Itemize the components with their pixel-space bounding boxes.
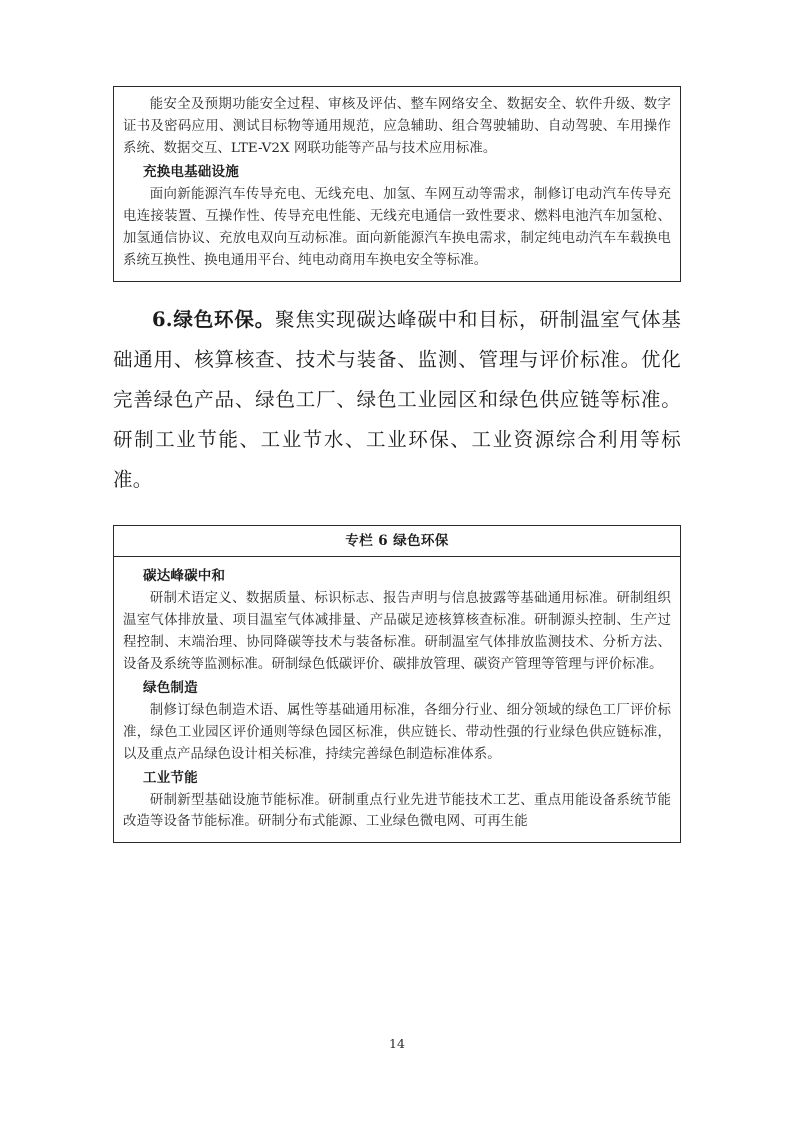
callout-green-subsection-text-industrial-energy-saving: 研制新型基础设施节能标准。研制重点行业先进节能技术工艺、重点用能设备系统节能改造等设备节能标准。研制分布式能源、工业绿色微电网、可再生能 <box>123 792 671 830</box>
page-content-column <box>113 86 681 843</box>
callout-box-green-body <box>114 557 680 842</box>
callout-auto-paragraph-continued: 能安全及预期功能安全过程、审核及评估、整车网络安全、数据安全、软件升级、数字证书及密码应用、测试目标物等通用规范，应急辅助、组合驾驶辅助、自动驾驶、车用操作系统、数据交互、LTE-V2X 网联功能等产品与技术应用标准。 <box>123 97 671 156</box>
callout-auto-subsection-title-charging: 充换电基础设施 <box>143 163 239 180</box>
callout-green-subsection-title-industrial-energy-saving: 工业节能 <box>143 769 198 786</box>
spacer-before-green-box <box>113 501 681 525</box>
section-6-body-text: 聚焦实现碳达峰碳中和目标，研制温室气体基础通用、核算核查、技术与装备、监测、管理与评价标准。优化完善绿色产品、绿色工厂、绿色工业园区和绿色供应链等标准。研制工业节能、工业节水、工业环保、工业资源综合利用等标准。 <box>113 307 681 492</box>
callout-green-subsection-title-green-manufacturing: 绿色制造 <box>143 679 198 696</box>
section-6-paragraph <box>113 300 681 501</box>
section-6-heading: 绿色环保 <box>172 307 255 331</box>
callout-green-subsection-text-carbon-peak: 研制术语定义、数据质量、标识标志、报告声明与信息披露等基础通用标准。研制组织温室气体排放量、项目温室气体减排量、产品碳足迹核算核查标准。研制源头控制、生产过程控制、末端治理、协同降碳等技术与装备标准。研制温室气体排放监测技术、分析方法、设备及系统等监测标准。研制绿色低碳评价、碳排放管理、碳资产管理等管理与评价标准。 <box>123 590 671 672</box>
section-6-heading-punct: 。 <box>254 307 276 331</box>
section-6-block <box>113 300 681 501</box>
callout-green-subsection-text-green-manufacturing: 制修订绿色制造术语、属性等基础通用标准，各细分行业、细分领域的绿色工厂评价标准，绿色工业园区评价通则等绿色园区标准，供应链长、带动性强的行业绿色供应链标准，以及重点产品绿色设计相关标准，持续完善绿色制造标准体系。 <box>123 702 671 762</box>
section-6-number: 6. <box>152 307 173 331</box>
callout-box-auto-continued <box>113 86 681 282</box>
callout-auto-subsection-text-charging: 面向新能源汽车传导充电、无线充电、加氢、车网互动等需求，制修订电动汽车传导充电连接装置、互操作性、传导充电性能、无线充电通信一致性要求、燃料电池汽车加氢枪、加氢通信协议、充放电双向互动标准。面向新能源汽车换电需求，制定纯电动汽车车载换电系统互换性、换电通用平台、纯电动商用车换电安全等标准。 <box>123 186 671 268</box>
callout-box-green <box>113 525 681 844</box>
callout-green-subsection-title-carbon-peak: 碳达峰碳中和 <box>143 568 226 585</box>
page-number: 14 <box>389 1036 405 1051</box>
callout-box-auto-body <box>114 87 680 281</box>
callout-box-green-header: 专栏 6 绿色环保 <box>114 526 680 558</box>
